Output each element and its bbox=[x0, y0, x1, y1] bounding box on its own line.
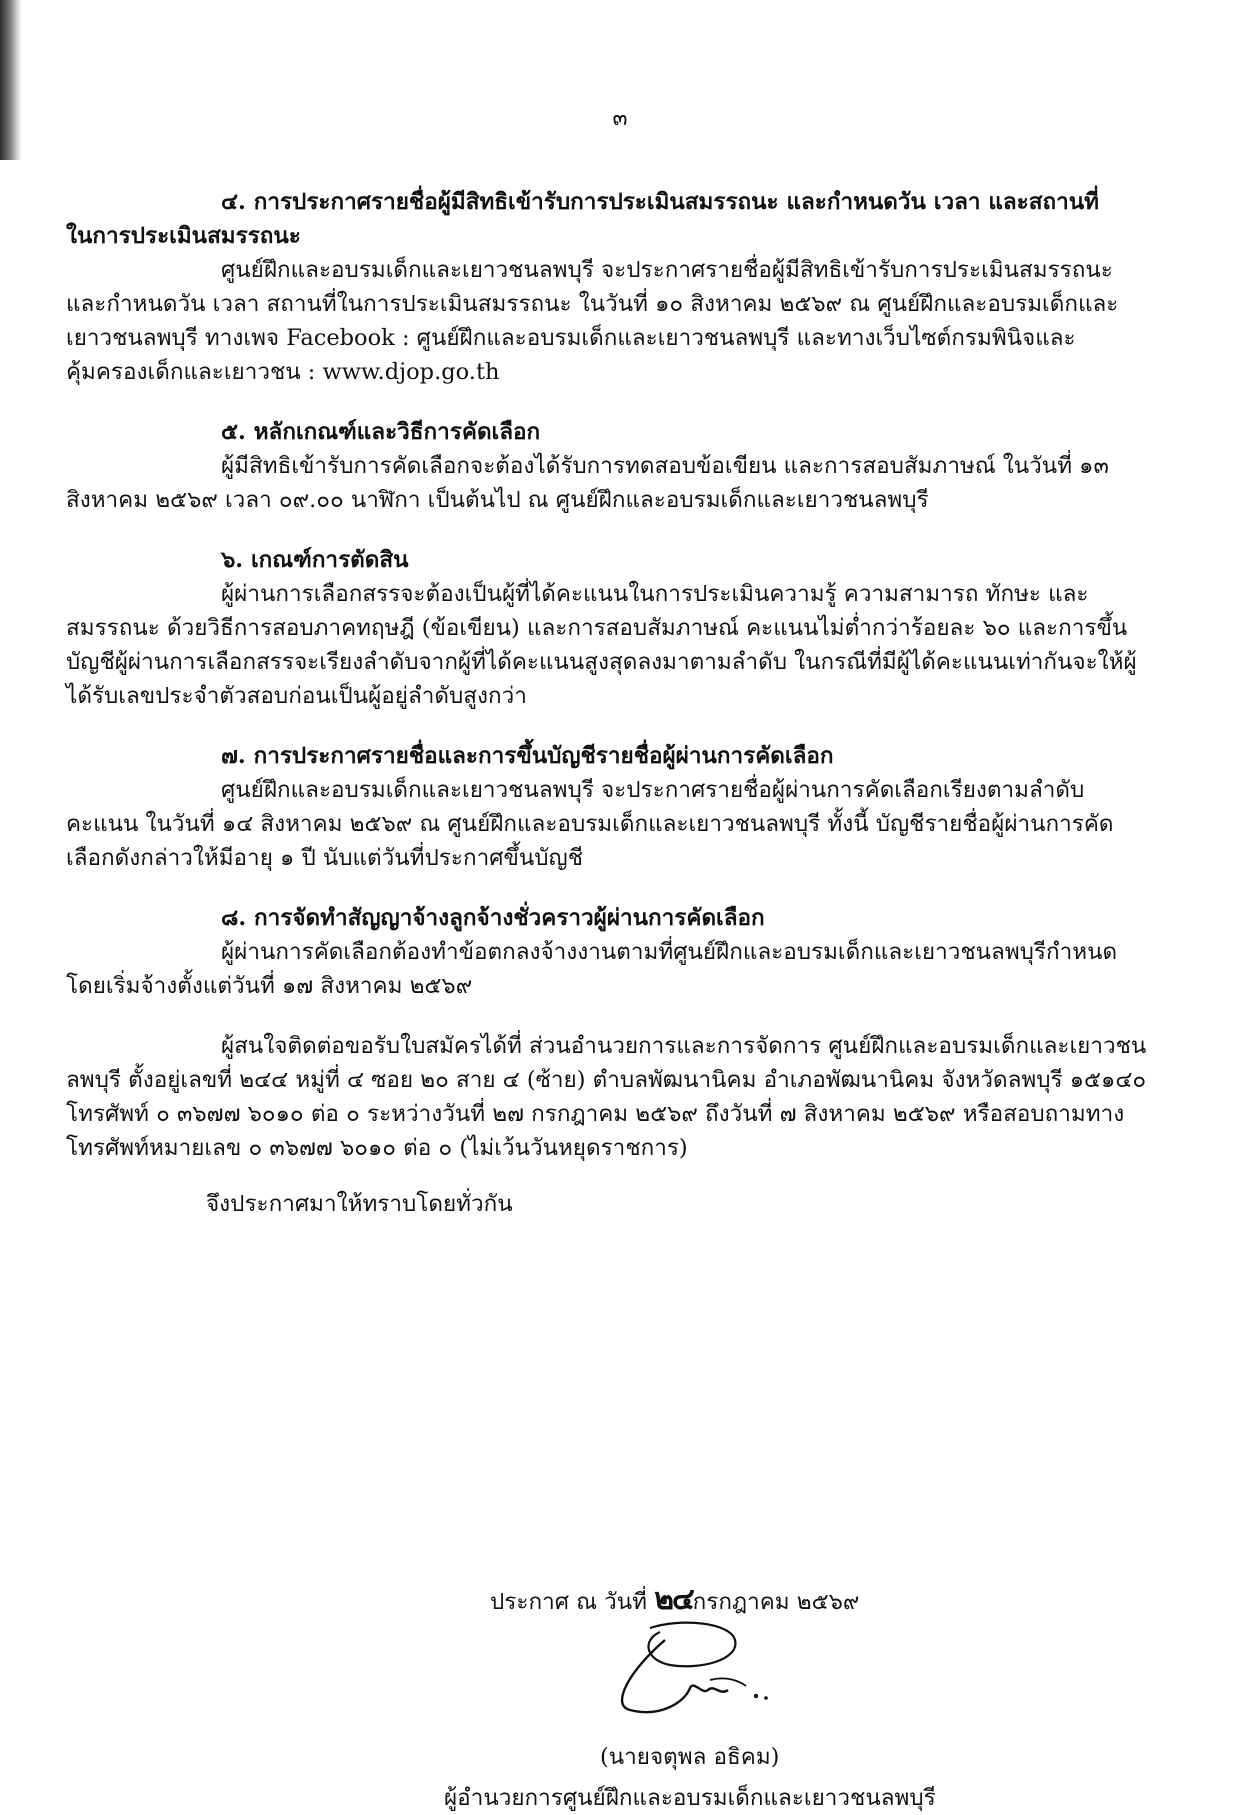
section-heading: ๖. เกณฑ์การตัดสิน bbox=[221, 547, 409, 573]
signer-position: ผู้อำนวยการศูนย์ฝึกและอบรมเด็กและเยาวชนลพบุรี bbox=[444, 1785, 936, 1811]
document-body bbox=[66, 185, 1150, 1221]
section-8 bbox=[66, 901, 1150, 1003]
announce-date-suffix: กรกฎาคม ๒๕๖๙ bbox=[692, 1589, 860, 1615]
section-heading-line1: ๔. การประกาศรายชื่อผู้มีสิทธิเข้ารับการประเมินสมรรถนะ และกำหนดวัน เวลา และสถานที่ bbox=[221, 189, 1099, 215]
page-number: ๓ bbox=[612, 106, 628, 131]
section-paragraph: ผู้ผ่านการเลือกสรรจะต้องเป็นผู้ที่ได้คะแนนในการประเมินความรู้ ความสามารถ ทักษะ และสมรรถนะ ด้วยวิธีการสอบภาคทฤษฎี (ข้อเขียน) และการสอบสัมภาษณ์ คะแนนไม่ต่ำกว่าร้อยละ ๖๐ และการขึ้นบัญชีผู้ผ่านการเลือกสรรจะเรียงลำดับจากผู้ที่ได้คะแนนสูงสุดลงมาตามลำดับ ในกรณีที่มีผู้ได้คะแนนเท่ากันจะให้ผู้ได้รับเลขประจำตัวสอบก่อนเป็นผู้อยู่ลำดับสูงกว่า bbox=[66, 581, 1137, 709]
section-paragraph: ศูนย์ฝึกและอบรมเด็กและเยาวชนลพบุรี จะประกาศรายชื่อผู้ผ่านการคัดเลือกเรียงตามลำดับคะแนน ในวันที่ ๑๔ สิงหาคม ๒๕๖๙ ณ ศูนย์ฝึกและอบรมเด็กและเยาวชนลพบุรี ทั้งนี้ บัญชีรายชื่อผู้ผ่านการคัดเลือกดังกล่าวให้มีอายุ ๑ ปี นับแต่วันที่ประกาศขึ้นบัญชี bbox=[66, 777, 1114, 871]
section-heading: ๕. หลักเกณฑ์และวิธีการคัดเลือก bbox=[221, 419, 541, 445]
announce-date-prefix: ประกาศ ณ วันที่ bbox=[490, 1589, 648, 1615]
section-5 bbox=[66, 415, 1150, 517]
section-heading: ๗. การประกาศรายชื่อและการขึ้นบัญชีรายชื่อผู้ผ่านการคัดเลือก bbox=[221, 743, 834, 769]
section-4 bbox=[66, 185, 1150, 389]
section-heading bbox=[66, 185, 1150, 253]
section-paragraph: ผู้มีสิทธิเข้ารับการคัดเลือกจะต้องได้รับการทดสอบข้อเขียน และการสอบสัมภาษณ์ ในวันที่ ๑๓ สิงหาคม ๒๕๖๙ เวลา ๐๙.๐๐ นาฬิกา เป็นต้นไป ณ ศูนย์ฝึกและอบรมเด็กและเยาวชนลพบุรี bbox=[66, 453, 1109, 513]
closing-line: จึงประกาศมาให้ทราบโดยทั่วกัน bbox=[206, 1191, 513, 1217]
signer-name: (นายจตุพล อธิคม) bbox=[600, 1744, 780, 1770]
section-paragraph: ศูนย์ฝึกและอบรมเด็กและเยาวชนลพบุรี จะประกาศรายชื่อผู้มีสิทธิเข้ารับการประเมินสมรรถนะ และกำหนดวัน เวลา สถานที่ในการประเมินสมรรถนะ ในวันที่ ๑๐ สิงหาคม ๒๕๖๙ ณ ศูนย์ฝึกและอบรมเด็กและเยาวชนลพบุรี ทางเพจ Facebook : ศูนย์ฝึกและอบรมเด็กและเยาวชนลพบุรี และทางเว็บไซต์กรมพินิจและคุ้มครองเด็กและเยาวชน : www.djop.go.th bbox=[66, 257, 1119, 385]
section-heading: ๘. การจัดทำสัญญาจ้างลูกจ้างชั่วคราวผู้ผ่านการคัดเลือก bbox=[221, 905, 765, 931]
section-7 bbox=[66, 739, 1150, 875]
signature-stroke bbox=[622, 1640, 728, 1712]
contact-paragraph: ผู้สนใจติดต่อขอรับใบสมัครได้ที่ ส่วนอำนวยการและการจัดการ ศูนย์ฝึกและอบรมเด็กและเยาวชนลพบุรี ตั้งอยู่เลขที่ ๒๔๔ หมู่ที่ ๔ ซอย ๒๐ สาย ๔ (ซ้าย) ตำบลพัฒนานิคม อำเภอพัฒนานิคม จังหวัดลพบุรี ๑๕๑๔๐ โทรศัพท์ ๐ ๓๖๗๗ ๖๐๑๐ ต่อ ๐ ระหว่างวันที่ ๒๗ กรกฎาคม ๒๕๖๙ ถึงวันที่ ๗ สิงหาคม ๒๕๖๙ หรือสอบถามทางโทรศัพท์หมายเลข ๐ ๓๖๗๗ ๖๐๑๐ ต่อ ๐ (ไม่เว้นวันหยุดราชการ) bbox=[66, 1033, 1147, 1161]
section-heading-line2: ในการประเมินสมรรถนะ bbox=[66, 223, 301, 249]
signature-dot bbox=[764, 1696, 768, 1700]
announce-date-day: ๒๔ bbox=[654, 1582, 693, 1617]
signature-image bbox=[590, 1610, 800, 1730]
section-6 bbox=[66, 543, 1150, 713]
scan-edge-shadow bbox=[0, 0, 22, 160]
signature-dot bbox=[754, 1694, 758, 1698]
signature-stroke bbox=[710, 1678, 746, 1686]
section-paragraph: ผู้ผ่านการคัดเลือกต้องทำข้อตกลงจ้างงานตามที่ศูนย์ฝึกและอบรมเด็กและเยาวชนลพบุรีกำหนด โดยเริ่มจ้างตั้งแต่วันที่ ๑๗ สิงหาคม ๒๕๖๙ bbox=[66, 939, 1118, 999]
